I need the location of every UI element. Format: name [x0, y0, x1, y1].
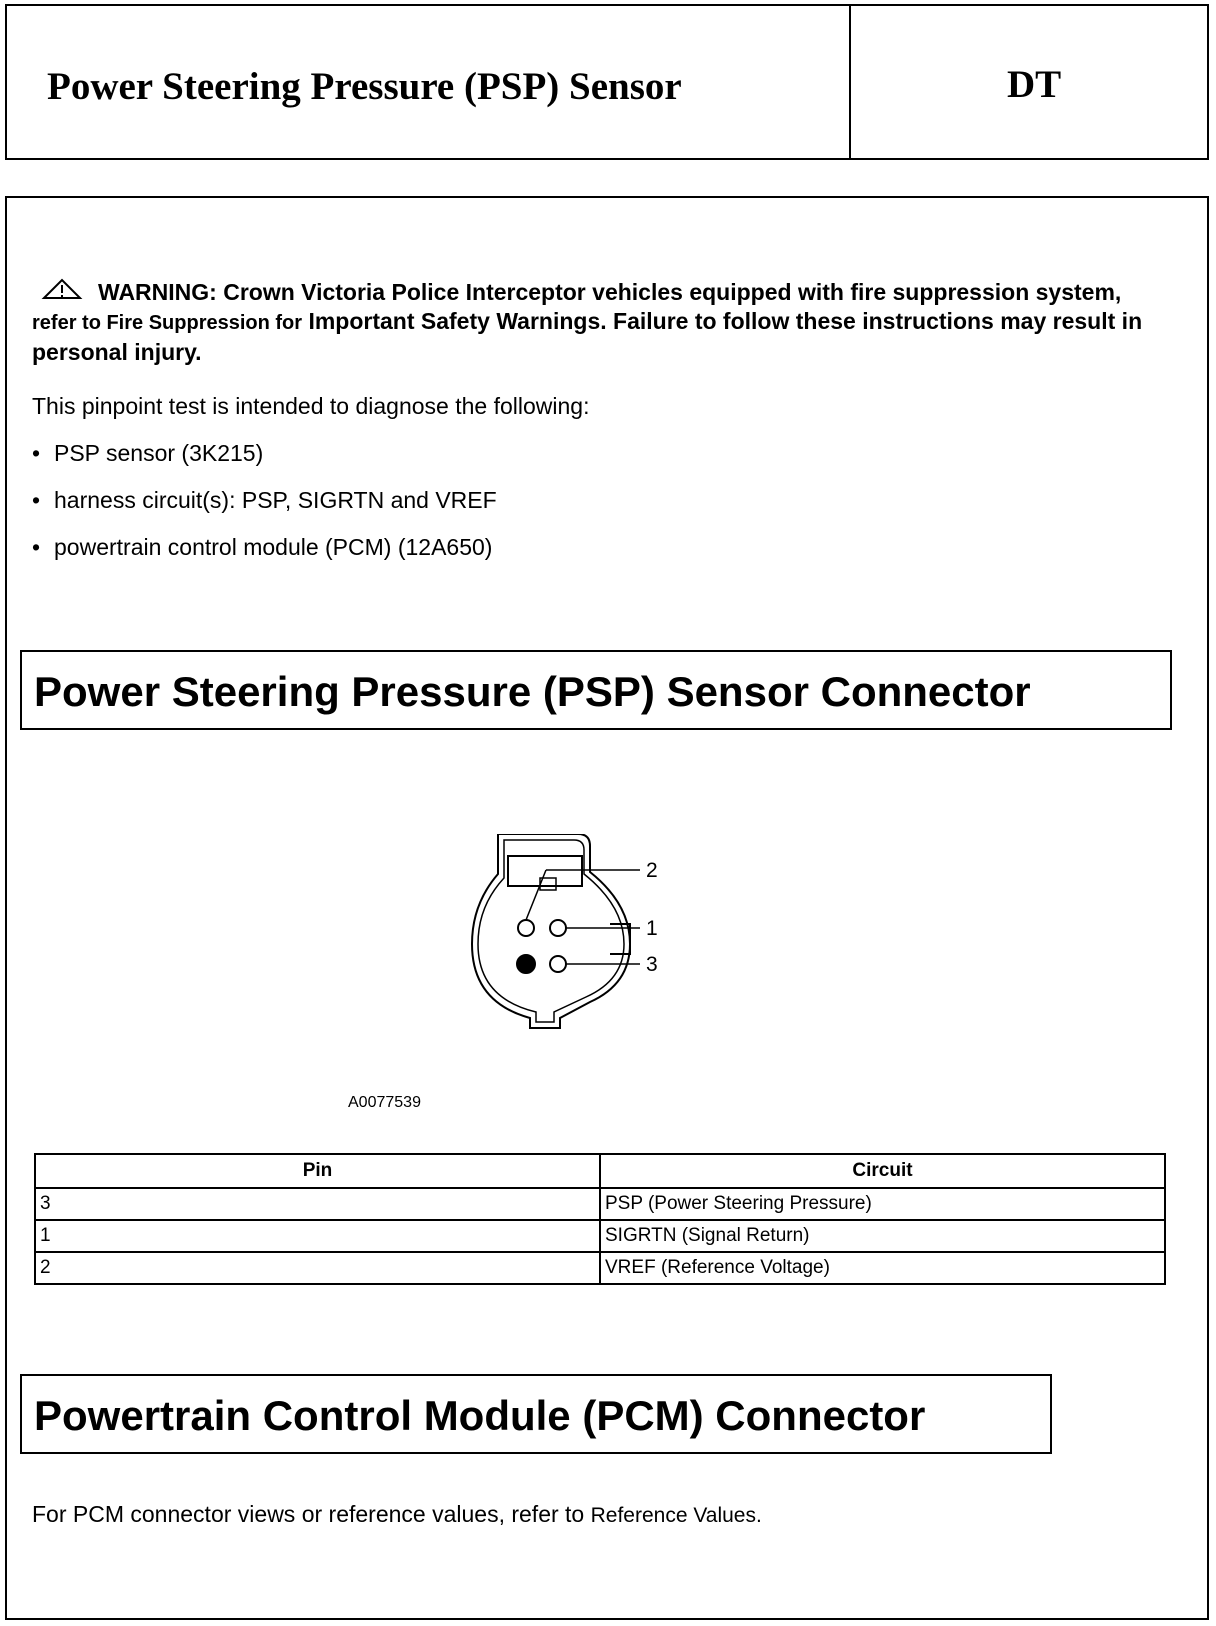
warning-rest: Important Safety Warnings. Failure to follow these instructions may result in personal injury.	[32, 308, 1143, 365]
header-code: DT	[1007, 63, 1062, 106]
pin-2-circle	[518, 920, 534, 936]
reference-values-link[interactable]: Reference Values.	[590, 1504, 762, 1527]
warning-triangle-icon	[40, 278, 84, 307]
circuit-cell: SIGRTN (Signal Return)	[600, 1220, 1165, 1252]
header-title: Power Steering Pressure (PSP) Sensor	[47, 65, 682, 108]
callout-3: 3	[646, 953, 658, 976]
pin-blank	[517, 955, 535, 973]
bullet-icon: •	[32, 440, 41, 466]
pin-cell: 3	[35, 1188, 600, 1220]
table-row	[35, 1188, 1165, 1220]
warning-block	[32, 278, 1172, 367]
pcm-text: For PCM connector views or reference values, refer to	[32, 1501, 585, 1527]
psp-connector-heading: Power Steering Pressure (PSP) Sensor Connector	[20, 650, 1172, 730]
warning-label: WARNING: Crown Victoria Police Interceptor vehicles equipped with fire suppression system,	[98, 279, 1122, 305]
header-pin: Pin	[35, 1154, 600, 1188]
table-header-row	[35, 1154, 1165, 1188]
list-item: • harness circuit(s): PSP, SIGRTN and VREF	[32, 487, 497, 513]
warning-refer: refer to Fire Suppression for	[32, 312, 303, 334]
diagnose-list	[32, 440, 497, 581]
circuit-cell: PSP (Power Steering Pressure)	[600, 1188, 1165, 1220]
pcm-reference-text	[32, 1501, 762, 1528]
pin-circuit-table	[34, 1153, 1166, 1285]
intro-text: This pinpoint test is intended to diagnose the following:	[32, 393, 590, 419]
list-item: • PSP sensor (3K215)	[32, 440, 264, 466]
pin-cell: 1	[35, 1220, 600, 1252]
table-row	[35, 1220, 1165, 1252]
pin-3-circle	[550, 956, 566, 972]
pin-1-circle	[550, 920, 566, 936]
bullet-icon: •	[32, 487, 41, 513]
list-item: • powertrain control module (PCM) (12A650)	[32, 534, 493, 560]
header-circuit: Circuit	[600, 1154, 1165, 1188]
callout-2: 2	[646, 859, 658, 882]
circuit-cell: VREF (Reference Voltage)	[600, 1252, 1165, 1284]
psp-connector-diagram	[470, 834, 710, 1054]
bullet-icon: •	[32, 534, 41, 560]
figure-id: A0077539	[348, 1094, 421, 1111]
header-divider	[849, 6, 851, 158]
callout-1: 1	[646, 917, 658, 940]
table-row	[35, 1252, 1165, 1284]
pcm-connector-heading: Powertrain Control Module (PCM) Connector	[20, 1374, 1052, 1454]
page-header	[5, 4, 1209, 160]
pin-cell: 2	[35, 1252, 600, 1284]
